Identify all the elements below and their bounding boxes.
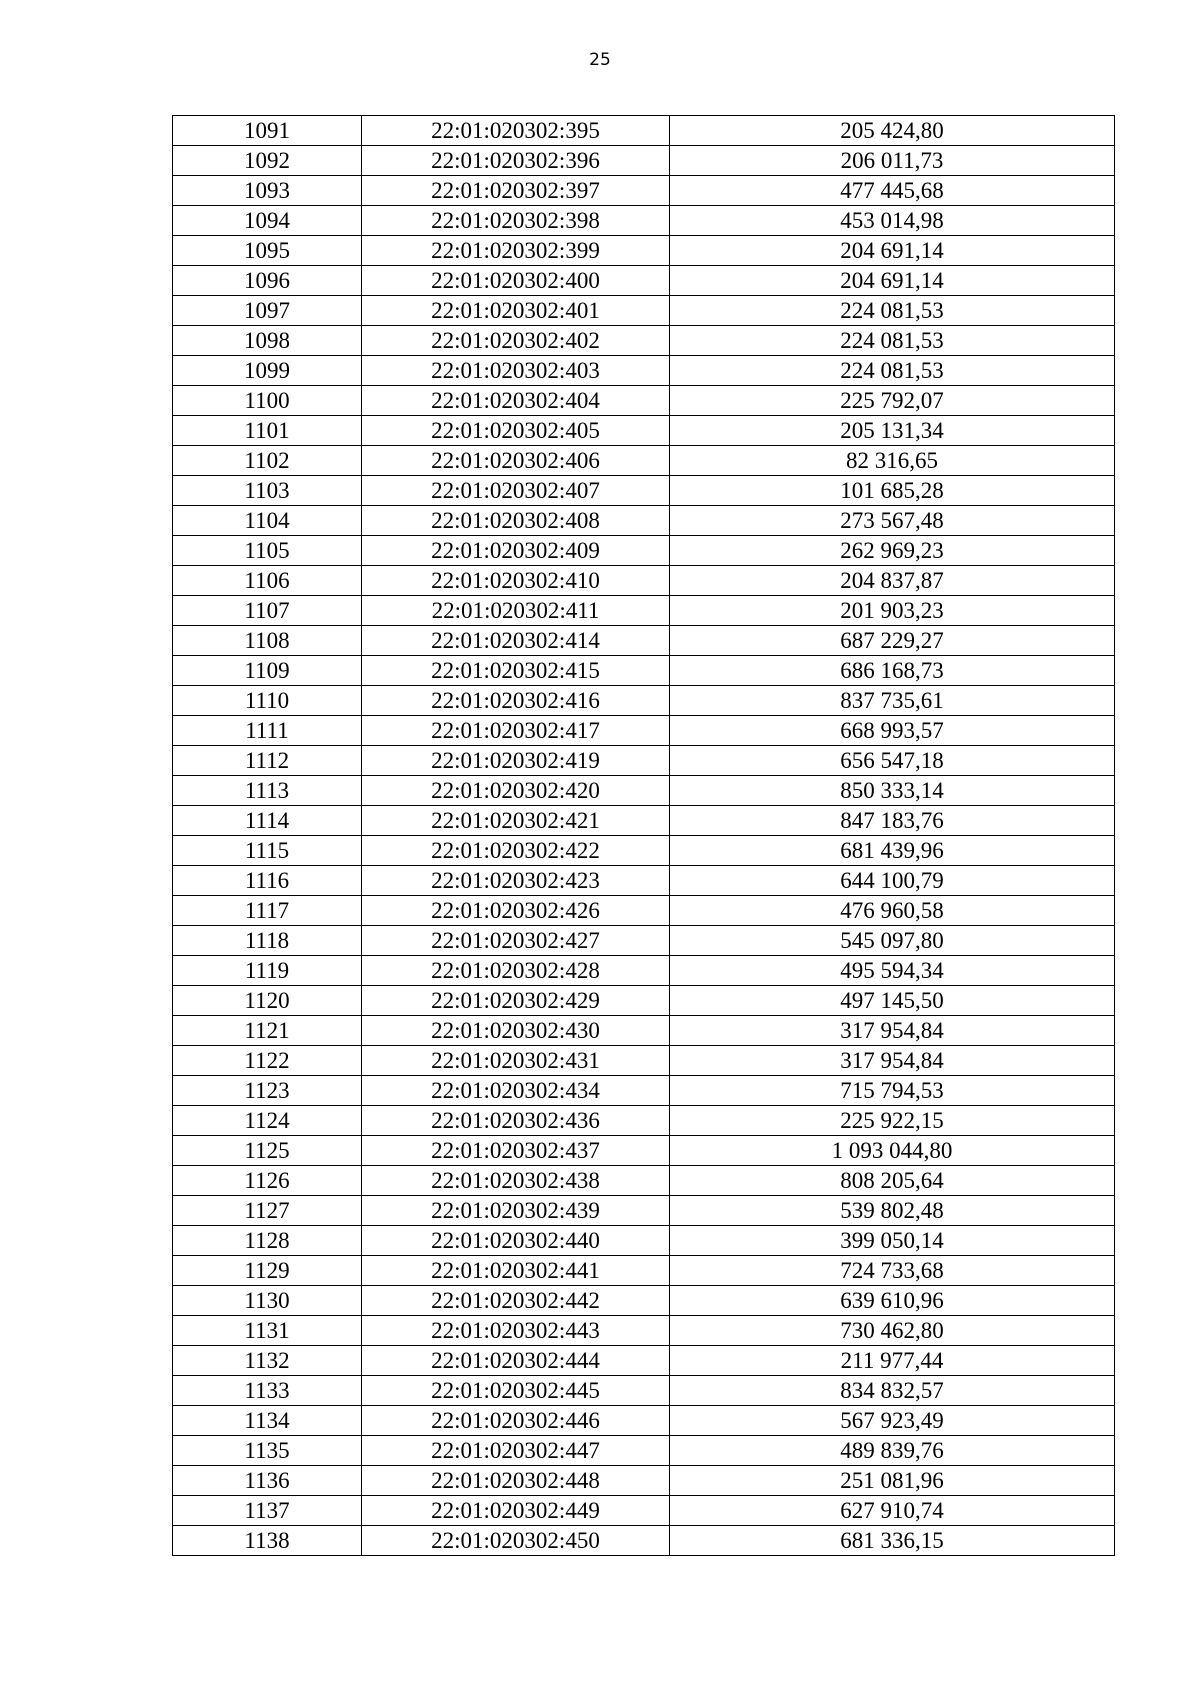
row-number-cell: 1122 (173, 1046, 362, 1076)
table-row (173, 1526, 1115, 1556)
cadastral-number-cell: 22:01:020302:409 (362, 536, 670, 566)
table-body (173, 116, 1115, 1556)
cadastral-number-cell: 22:01:020302:420 (362, 776, 670, 806)
cadastral-number-cell: 22:01:020302:450 (362, 1526, 670, 1556)
cadastral-number-cell: 22:01:020302:410 (362, 566, 670, 596)
cadastral-number-cell: 22:01:020302:408 (362, 506, 670, 536)
row-number-cell: 1128 (173, 1226, 362, 1256)
cadastral-value-cell: 251 081,96 (670, 1466, 1115, 1496)
table-row (173, 356, 1115, 386)
table-row (173, 116, 1115, 146)
cadastral-value-cell: 850 333,14 (670, 776, 1115, 806)
cadastral-number-cell: 22:01:020302:445 (362, 1376, 670, 1406)
cadastral-value-cell: 101 685,28 (670, 476, 1115, 506)
row-number-cell: 1108 (173, 626, 362, 656)
cadastral-value-cell: 834 832,57 (670, 1376, 1115, 1406)
row-number-cell: 1131 (173, 1316, 362, 1346)
cadastral-number-cell: 22:01:020302:421 (362, 806, 670, 836)
table-row (173, 926, 1115, 956)
cadastral-number-cell: 22:01:020302:396 (362, 146, 670, 176)
row-number-cell: 1094 (173, 206, 362, 236)
row-number-cell: 1117 (173, 896, 362, 926)
row-number-cell: 1104 (173, 506, 362, 536)
row-number-cell: 1118 (173, 926, 362, 956)
cadastral-value-cell: 82 316,65 (670, 446, 1115, 476)
row-number-cell: 1092 (173, 146, 362, 176)
cadastral-value-cell: 668 993,57 (670, 716, 1115, 746)
cadastral-number-cell: 22:01:020302:431 (362, 1046, 670, 1076)
cadastral-value-cell: 399 050,14 (670, 1226, 1115, 1256)
cadastral-value-cell: 808 205,64 (670, 1166, 1115, 1196)
table-row (173, 1286, 1115, 1316)
table-row (173, 776, 1115, 806)
row-number-cell: 1126 (173, 1166, 362, 1196)
cadastral-number-cell: 22:01:020302:414 (362, 626, 670, 656)
table-row (173, 1106, 1115, 1136)
cadastral-number-cell: 22:01:020302:441 (362, 1256, 670, 1286)
table-row (173, 1346, 1115, 1376)
row-number-cell: 1113 (173, 776, 362, 806)
cadastral-value-cell: 656 547,18 (670, 746, 1115, 776)
row-number-cell: 1119 (173, 956, 362, 986)
cadastral-value-cell: 317 954,84 (670, 1016, 1115, 1046)
table-row (173, 266, 1115, 296)
row-number-cell: 1096 (173, 266, 362, 296)
table-row (173, 1316, 1115, 1346)
cadastral-number-cell: 22:01:020302:398 (362, 206, 670, 236)
cadastral-value-cell: 686 168,73 (670, 656, 1115, 686)
cadastral-number-cell: 22:01:020302:449 (362, 1496, 670, 1526)
cadastral-value-cell: 225 922,15 (670, 1106, 1115, 1136)
row-number-cell: 1106 (173, 566, 362, 596)
table-row (173, 1256, 1115, 1286)
table-row (173, 656, 1115, 686)
cadastral-value-cell: 206 011,73 (670, 146, 1115, 176)
cadastral-number-cell: 22:01:020302:440 (362, 1226, 670, 1256)
row-number-cell: 1127 (173, 1196, 362, 1226)
cadastral-number-cell: 22:01:020302:399 (362, 236, 670, 266)
cadastral-number-cell: 22:01:020302:423 (362, 866, 670, 896)
row-number-cell: 1099 (173, 356, 362, 386)
row-number-cell: 1138 (173, 1526, 362, 1556)
cadastral-value-cell: 201 903,23 (670, 596, 1115, 626)
row-number-cell: 1133 (173, 1376, 362, 1406)
table-row (173, 1166, 1115, 1196)
cadastral-value-cell: 495 594,34 (670, 956, 1115, 986)
table-row (173, 536, 1115, 566)
table-row (173, 1046, 1115, 1076)
cadastral-number-cell: 22:01:020302:442 (362, 1286, 670, 1316)
row-number-cell: 1102 (173, 446, 362, 476)
cadastral-value-cell: 1 093 044,80 (670, 1136, 1115, 1166)
table-row (173, 716, 1115, 746)
table-row (173, 386, 1115, 416)
cadastral-number-cell: 22:01:020302:428 (362, 956, 670, 986)
cadastral-value-cell: 224 081,53 (670, 356, 1115, 386)
table-row (173, 206, 1115, 236)
cadastral-value-cell: 204 691,14 (670, 266, 1115, 296)
table-row (173, 416, 1115, 446)
cadastral-value-cell: 627 910,74 (670, 1496, 1115, 1526)
cadastral-number-cell: 22:01:020302:448 (362, 1466, 670, 1496)
row-number-cell: 1093 (173, 176, 362, 206)
cadastral-number-cell: 22:01:020302:400 (362, 266, 670, 296)
table-row (173, 806, 1115, 836)
table-row (173, 1076, 1115, 1106)
table-row (173, 956, 1115, 986)
cadastral-value-cell: 453 014,98 (670, 206, 1115, 236)
table-row (173, 866, 1115, 896)
table-row (173, 236, 1115, 266)
cadastral-value-cell: 477 445,68 (670, 176, 1115, 206)
cadastral-number-cell: 22:01:020302:415 (362, 656, 670, 686)
row-number-cell: 1137 (173, 1496, 362, 1526)
cadastral-value-cell: 724 733,68 (670, 1256, 1115, 1286)
row-number-cell: 1125 (173, 1136, 362, 1166)
cadastral-number-cell: 22:01:020302:447 (362, 1436, 670, 1466)
row-number-cell: 1124 (173, 1106, 362, 1136)
cadastral-number-cell: 22:01:020302:416 (362, 686, 670, 716)
table-row (173, 1196, 1115, 1226)
cadastral-number-cell: 22:01:020302:395 (362, 116, 670, 146)
cadastral-value-cell: 224 081,53 (670, 326, 1115, 356)
cadastral-number-cell: 22:01:020302:411 (362, 596, 670, 626)
table-row (173, 326, 1115, 356)
cadastral-number-cell: 22:01:020302:437 (362, 1136, 670, 1166)
cadastral-number-cell: 22:01:020302:405 (362, 416, 670, 446)
row-number-cell: 1112 (173, 746, 362, 776)
cadastral-value-cell: 681 439,96 (670, 836, 1115, 866)
table-row (173, 626, 1115, 656)
cadastral-value-cell: 644 100,79 (670, 866, 1115, 896)
table-row (173, 1376, 1115, 1406)
cadastral-value-cell: 687 229,27 (670, 626, 1115, 656)
cadastral-number-cell: 22:01:020302:429 (362, 986, 670, 1016)
table-row (173, 986, 1115, 1016)
cadastral-number-cell: 22:01:020302:427 (362, 926, 670, 956)
table-row (173, 686, 1115, 716)
cadastral-number-cell: 22:01:020302:401 (362, 296, 670, 326)
row-number-cell: 1120 (173, 986, 362, 1016)
row-number-cell: 1121 (173, 1016, 362, 1046)
cadastral-value-cell: 545 097,80 (670, 926, 1115, 956)
cadastral-number-cell: 22:01:020302:406 (362, 446, 670, 476)
table-row (173, 1136, 1115, 1166)
table-row (173, 896, 1115, 926)
row-number-cell: 1091 (173, 116, 362, 146)
cadastral-value-cell: 273 567,48 (670, 506, 1115, 536)
row-number-cell: 1095 (173, 236, 362, 266)
table-row (173, 1016, 1115, 1046)
cadastral-value-cell: 715 794,53 (670, 1076, 1115, 1106)
row-number-cell: 1111 (173, 716, 362, 746)
cadastral-number-cell: 22:01:020302:422 (362, 836, 670, 866)
cadastral-value-cell: 317 954,84 (670, 1046, 1115, 1076)
cadastral-number-cell: 22:01:020302:403 (362, 356, 670, 386)
cadastral-value-cell: 497 145,50 (670, 986, 1115, 1016)
cadastral-number-cell: 22:01:020302:436 (362, 1106, 670, 1136)
row-number-cell: 1116 (173, 866, 362, 896)
cadastral-number-cell: 22:01:020302:402 (362, 326, 670, 356)
cadastral-number-cell: 22:01:020302:419 (362, 746, 670, 776)
row-number-cell: 1132 (173, 1346, 362, 1376)
row-number-cell: 1101 (173, 416, 362, 446)
row-number-cell: 1098 (173, 326, 362, 356)
cadastral-number-cell: 22:01:020302:397 (362, 176, 670, 206)
row-number-cell: 1134 (173, 1406, 362, 1436)
row-number-cell: 1136 (173, 1466, 362, 1496)
cadastral-number-cell: 22:01:020302:438 (362, 1166, 670, 1196)
table-row (173, 566, 1115, 596)
cadastral-number-cell: 22:01:020302:434 (362, 1076, 670, 1106)
row-number-cell: 1103 (173, 476, 362, 506)
page-number: 25 (589, 50, 611, 70)
table-row (173, 296, 1115, 326)
cadastral-value-cell: 567 923,49 (670, 1406, 1115, 1436)
table-row (173, 596, 1115, 626)
table-row (173, 1496, 1115, 1526)
cadastral-value-cell: 225 792,07 (670, 386, 1115, 416)
row-number-cell: 1105 (173, 536, 362, 566)
cadastral-number-cell: 22:01:020302:426 (362, 896, 670, 926)
table-row (173, 836, 1115, 866)
cadastral-value-cell: 837 735,61 (670, 686, 1115, 716)
row-number-cell: 1114 (173, 806, 362, 836)
table-row (173, 476, 1115, 506)
cadastral-number-cell: 22:01:020302:443 (362, 1316, 670, 1346)
cadastral-number-cell: 22:01:020302:417 (362, 716, 670, 746)
cadastral-value-cell: 489 839,76 (670, 1436, 1115, 1466)
row-number-cell: 1130 (173, 1286, 362, 1316)
cadastral-value-cell: 211 977,44 (670, 1346, 1115, 1376)
cadastral-number-cell: 22:01:020302:439 (362, 1196, 670, 1226)
table-row (173, 506, 1115, 536)
cadastral-value-cell: 205 131,34 (670, 416, 1115, 446)
table-row (173, 1436, 1115, 1466)
cadastral-value-cell: 476 960,58 (670, 896, 1115, 926)
cadastral-number-cell: 22:01:020302:446 (362, 1406, 670, 1436)
cadastral-value-cell: 539 802,48 (670, 1196, 1115, 1226)
row-number-cell: 1115 (173, 836, 362, 866)
cadastral-value-cell: 205 424,80 (670, 116, 1115, 146)
table-row (173, 746, 1115, 776)
cadastral-value-cell: 204 837,87 (670, 566, 1115, 596)
table-row (173, 1226, 1115, 1256)
row-number-cell: 1100 (173, 386, 362, 416)
cadastral-value-cell: 262 969,23 (670, 536, 1115, 566)
row-number-cell: 1109 (173, 656, 362, 686)
row-number-cell: 1123 (173, 1076, 362, 1106)
row-number-cell: 1107 (173, 596, 362, 626)
cadastral-number-cell: 22:01:020302:404 (362, 386, 670, 416)
table-row (173, 146, 1115, 176)
cadastral-number-cell: 22:01:020302:407 (362, 476, 670, 506)
row-number-cell: 1110 (173, 686, 362, 716)
cadastral-value-table (172, 115, 1115, 1556)
cadastral-value-cell: 224 081,53 (670, 296, 1115, 326)
cadastral-value-cell: 847 183,76 (670, 806, 1115, 836)
cadastral-value-cell: 730 462,80 (670, 1316, 1115, 1346)
table-row (173, 1406, 1115, 1436)
table-row (173, 176, 1115, 206)
row-number-cell: 1135 (173, 1436, 362, 1466)
cadastral-value-cell: 204 691,14 (670, 236, 1115, 266)
cadastral-value-cell: 639 610,96 (670, 1286, 1115, 1316)
table-row (173, 446, 1115, 476)
row-number-cell: 1097 (173, 296, 362, 326)
table-row (173, 1466, 1115, 1496)
cadastral-number-cell: 22:01:020302:444 (362, 1346, 670, 1376)
cadastral-value-cell: 681 336,15 (670, 1526, 1115, 1556)
cadastral-number-cell: 22:01:020302:430 (362, 1016, 670, 1046)
row-number-cell: 1129 (173, 1256, 362, 1286)
